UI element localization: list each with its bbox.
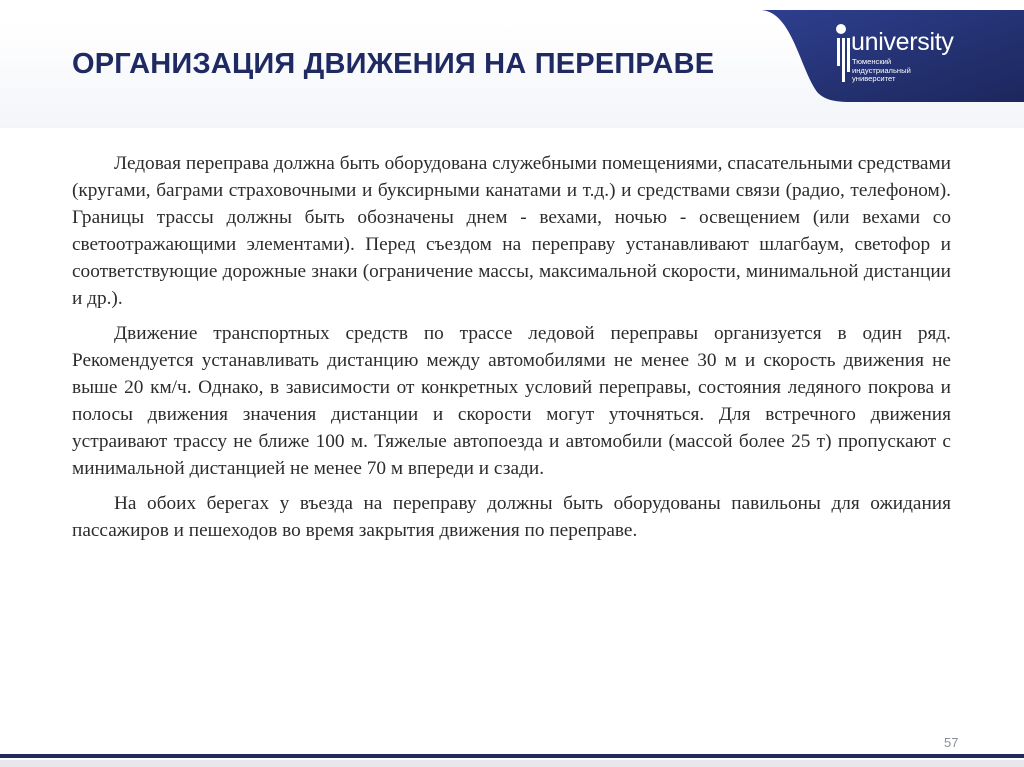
logo-subtitle-line-1: Тюменский <box>852 57 892 66</box>
logo-subtitle-line-2: индустриальный <box>852 65 911 75</box>
logo-wordmark: university <box>851 28 954 56</box>
logo-bar-3 <box>847 38 850 72</box>
logo-bar-2 <box>842 38 845 82</box>
paragraph-2: Движение транспортных средств по трассе ледовой переправы организуется в один ряд. Рекомендуется устанавливать дистанцию между автомобилями не менее 30 м и скорость движения не выше 20 км/ч. Однако, в зависимости от конкретных условий переправы, состояния ледяного покрова и полосы движения значения дистанции и скорости могут уточняться. Для встречного движения устраивают трассу не ближе 100 м. Тяжелые автопоезда и автомобили (массой более 25 т) пропускают с минимальной дистанцией не менее 70 м впереди и сзади. <box>72 323 951 479</box>
paragraph-3: На обоих берегах у въезда на переправу должны быть оборудованы павильоны для ожидания пассажиров и пешеходов во время закрытия движения по переправе. <box>72 493 951 541</box>
body-text <box>72 150 951 552</box>
paragraph-1: Ледовая переправа должна быть оборудована служебными помещениями, спасательными средствами (кругами, баграми страховочными и буксирными канатами и т.д.) и средствами связи (радио, телефоном). Границы трассы должны быть обозначены днем - вехами, ночью - освещением (или вехами со светоотражающими элементами). Перед съездом на переправу устанавливают шлагбаум, светофор и соответствующие дорожные знаки (ограничение массы, максимальной скорости, минимальной дистанции и др.). <box>72 153 951 309</box>
page-title: ОРГАНИЗАЦИЯ ДВИЖЕНИЯ НА ПЕРЕПРАВЕ <box>72 48 715 80</box>
page-number: 57 <box>944 735 959 750</box>
logo-bar-1 <box>837 38 840 66</box>
globe-icon <box>836 24 846 34</box>
logo-subtitle-line-3: университет <box>852 74 896 84</box>
footer-band <box>0 760 1024 767</box>
logo-subtitle <box>852 58 962 84</box>
footer-line <box>0 754 1024 758</box>
